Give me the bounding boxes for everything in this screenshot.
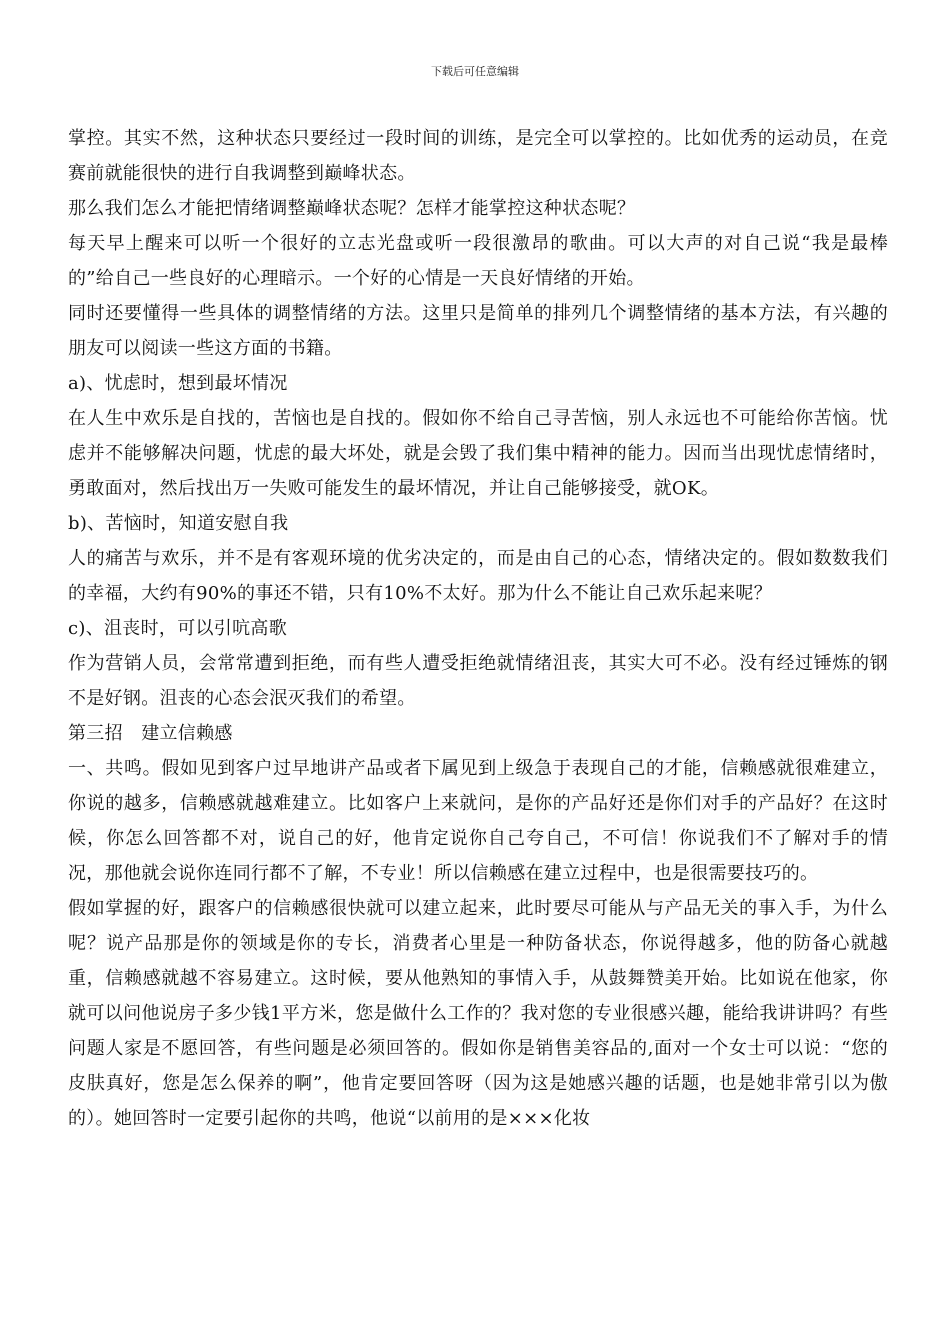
paragraph-morning: 每天早上醒来可以听一个很好的立志光盘或听一段很激昂的歌曲。可以大声的对自己说“我是最棒的”给自己一些良好的心理暗示。一个好的心情是一天良好情绪的开始。 <box>68 233 888 289</box>
paragraph-question: 那么我们怎么才能把情绪调整巅峰状态呢？怎样才能掌控这种状态呢？ <box>68 198 636 219</box>
paragraph-trust-building: 假如掌握的好，跟客户的信赖感很快就可以建立起来，此时要尽可能从与产品无关的事入手，为什么呢？说产品那是你的领域是你的专长，消费者心里是一种防备状态，你说得越多，他的防备心就越重，信赖感就越不容易建立。这时候，要从他熟知的事情入手，从鼓舞赞美开始。比如说在他家，你就可以问他说房子多少钱1平方米，您是做什么工作的？我对您的专业很感兴趣，能给我讲讲吗？有些问题人家是不愿回答，有些问题是必须回答的。假如你是销售美容品的,面对一个女士可以说：“您的皮肤真好，您是怎么保养的啊”，他肯定要回答呀（因为这是她感兴趣的话题，也是她非常引以为傲的）。她回答时一定要引起你的共鸣，他说“以前用的是×××化妆 <box>68 898 888 1129</box>
paragraph-self-control: 掌控。其实不然，这种状态只要经过一段时间的训练，是完全可以掌控的。比如优秀的运动员，在竞赛前就能很快的进行自我调整到巅峰状态。 <box>68 128 888 184</box>
paragraph-resonance: 一、共鸣。假如见到客户过早地讲产品或者下属见到上级急于表现自己的才能，信赖感就很难建立，你说的越多，信赖感就越难建立。比如客户上来就问，是你的产品好还是你们对手的产品好？在这时候，你怎么回答都不对，说自己的好，他肯定说你自己夸自己，不可信！你说我们不了解对手的情况，那他就会说你连同行都不了解，不专业！所以信赖感在建立过程中，也是很需要技巧的。 <box>68 758 888 884</box>
paragraph-distress: 人的痛苦与欢乐，并不是有客观环境的优劣决定的，而是由自己的心态，情绪决定的。假如数数我们的幸福，大约有90%的事还不错，只有10%不太好。那为什么不能让自己欢乐起来呢？ <box>68 548 888 604</box>
heading-distress: b)、苦恼时，知道安慰自我 <box>68 513 289 534</box>
paragraph-frustration: 作为营销人员，会常常遭到拒绝，而有些人遭受拒绝就情绪沮丧，其实大可不必。没有经过锤炼的钢不是好钢。沮丧的心态会泯灭我们的希望。 <box>68 653 888 709</box>
heading-worry: a)、忧虑时，想到最坏情况 <box>68 373 288 394</box>
section-heading-trust: 第三招 建立信赖感 <box>68 723 233 744</box>
paragraph-methods: 同时还要懂得一些具体的调整情绪的方法。这里只是简单的排列几个调整情绪的基本方法，有兴趣的朋友可以阅读一些这方面的书籍。 <box>68 303 888 359</box>
document-body <box>68 121 888 1136</box>
heading-frustration: c)、沮丧时，可以引吭高歌 <box>68 618 288 639</box>
paragraph-worry: 在人生中欢乐是自找的，苦恼也是自找的。假如你不给自己寻苦恼，别人永远也不可能给你苦恼。忧虑并不能够解决问题，忧虑的最大坏处，就是会毁了我们集中精神的能力。因而当出现忧虑情绪时，勇敢面对，然后找出万一失败可能发生的最坏情况，并让自己能够接受，就OK。 <box>68 408 888 499</box>
page-header-note: 下载后可任意编辑 <box>431 65 519 78</box>
